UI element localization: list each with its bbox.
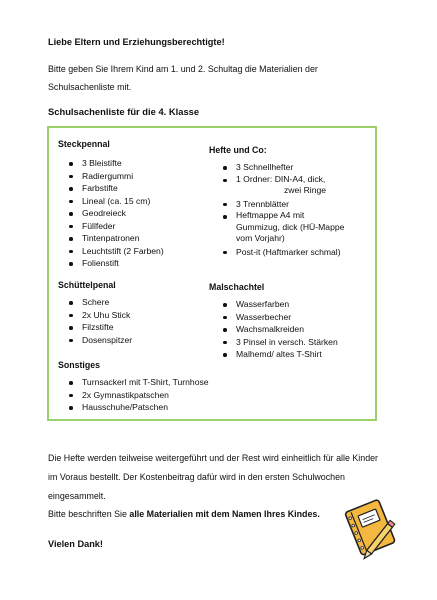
list-item: 2x Gymnastikpatschen xyxy=(68,389,209,402)
list-item: 3 Schnellhefter xyxy=(222,161,372,174)
greeting: Liebe Eltern und Erziehungsberechtigte! xyxy=(48,37,225,47)
list-hefte xyxy=(222,161,372,258)
list-item xyxy=(222,174,372,198)
list-malschachtel xyxy=(222,298,338,361)
notebook-pencil-icon xyxy=(338,494,404,560)
label-request-text: Bitte beschriften Sie xyxy=(48,509,130,519)
list-sonstiges xyxy=(68,376,209,414)
list-item: Post-it (Haftmarker schmal) xyxy=(222,246,372,259)
list-item: Leuchtstift (2 Farben) xyxy=(68,245,164,258)
list-heading: Schulsachenliste für die 4. Klasse xyxy=(48,106,200,117)
label-request-emphasis: alle Materialien mit dem Namen Ihres Kindes. xyxy=(129,509,320,519)
list-item: 3 Bleistifte xyxy=(68,157,164,170)
list-schuettelpenal xyxy=(68,296,132,346)
list-item: Wachsmalkreiden xyxy=(222,323,338,336)
list-item: Turnsackerl mit T-Shirt, Turnhose xyxy=(68,376,209,389)
section-title-steckpennal: Steckpennal xyxy=(58,139,110,149)
list-item-line: Gummizug, dick (HÜ-Mappe xyxy=(236,221,345,232)
list-item-line: 1 Ordner: DIN-A4, dick, xyxy=(236,173,326,184)
list-item-line: Heftmappe A4 mit xyxy=(236,210,305,220)
list-item: Wasserfarben xyxy=(222,298,338,311)
label-request xyxy=(48,505,378,524)
list-item-line: zwei Ringe xyxy=(284,185,327,195)
list-item: Tintenpatronen xyxy=(68,232,164,245)
list-item: Lineal (ca. 15 cm) xyxy=(68,195,164,208)
list-item: Geodreieck xyxy=(68,207,164,220)
section-title-hefte: Hefte und Co: xyxy=(209,145,267,155)
list-item: 3 Trennblätter xyxy=(222,198,372,211)
list-item: Hausschuhe/Patschen xyxy=(68,401,209,414)
list-item: 3 Pinsel in versch. Stärken xyxy=(222,336,338,349)
list-item-line: vom Vorjahr) xyxy=(236,233,285,243)
closing-paragraph: Die Hefte werden teilweise weitergeführt und der Rest wird einheitlich für alle Kinder im Voraus bestellt. Der Kostenbeitrag dafür wird in den ersten Schulwochen eingesammelt. xyxy=(48,453,379,501)
list-item: Folienstift xyxy=(68,257,164,270)
section-title-malschachtel: Malschachtel xyxy=(209,282,265,292)
list-item: Farbstifte xyxy=(68,182,164,195)
section-title-schuettelpenal: Schüttelpenal xyxy=(58,280,116,290)
list-item: Malhemd/ altes T-Shirt xyxy=(222,348,338,361)
thanks-text: Vielen Dank! xyxy=(48,539,103,549)
list-steckpennal xyxy=(68,157,164,270)
list-item: Dosenspitzer xyxy=(68,334,132,347)
intro-text: Bitte geben Sie Ihrem Kind am 1. und 2. Schultag die Materialien der Schulsachenliste mit. xyxy=(48,64,318,92)
section-title-sonstiges: Sonstiges xyxy=(58,360,101,370)
list-item: Schere xyxy=(68,296,132,309)
list-item: 2x Uhu Stick xyxy=(68,309,132,322)
list-item: Radiergummi xyxy=(68,170,164,183)
list-item: Wasserbecher xyxy=(222,311,338,324)
list-item xyxy=(222,210,372,246)
list-item: Filzstifte xyxy=(68,321,132,334)
list-item: Füllfeder xyxy=(68,220,164,233)
